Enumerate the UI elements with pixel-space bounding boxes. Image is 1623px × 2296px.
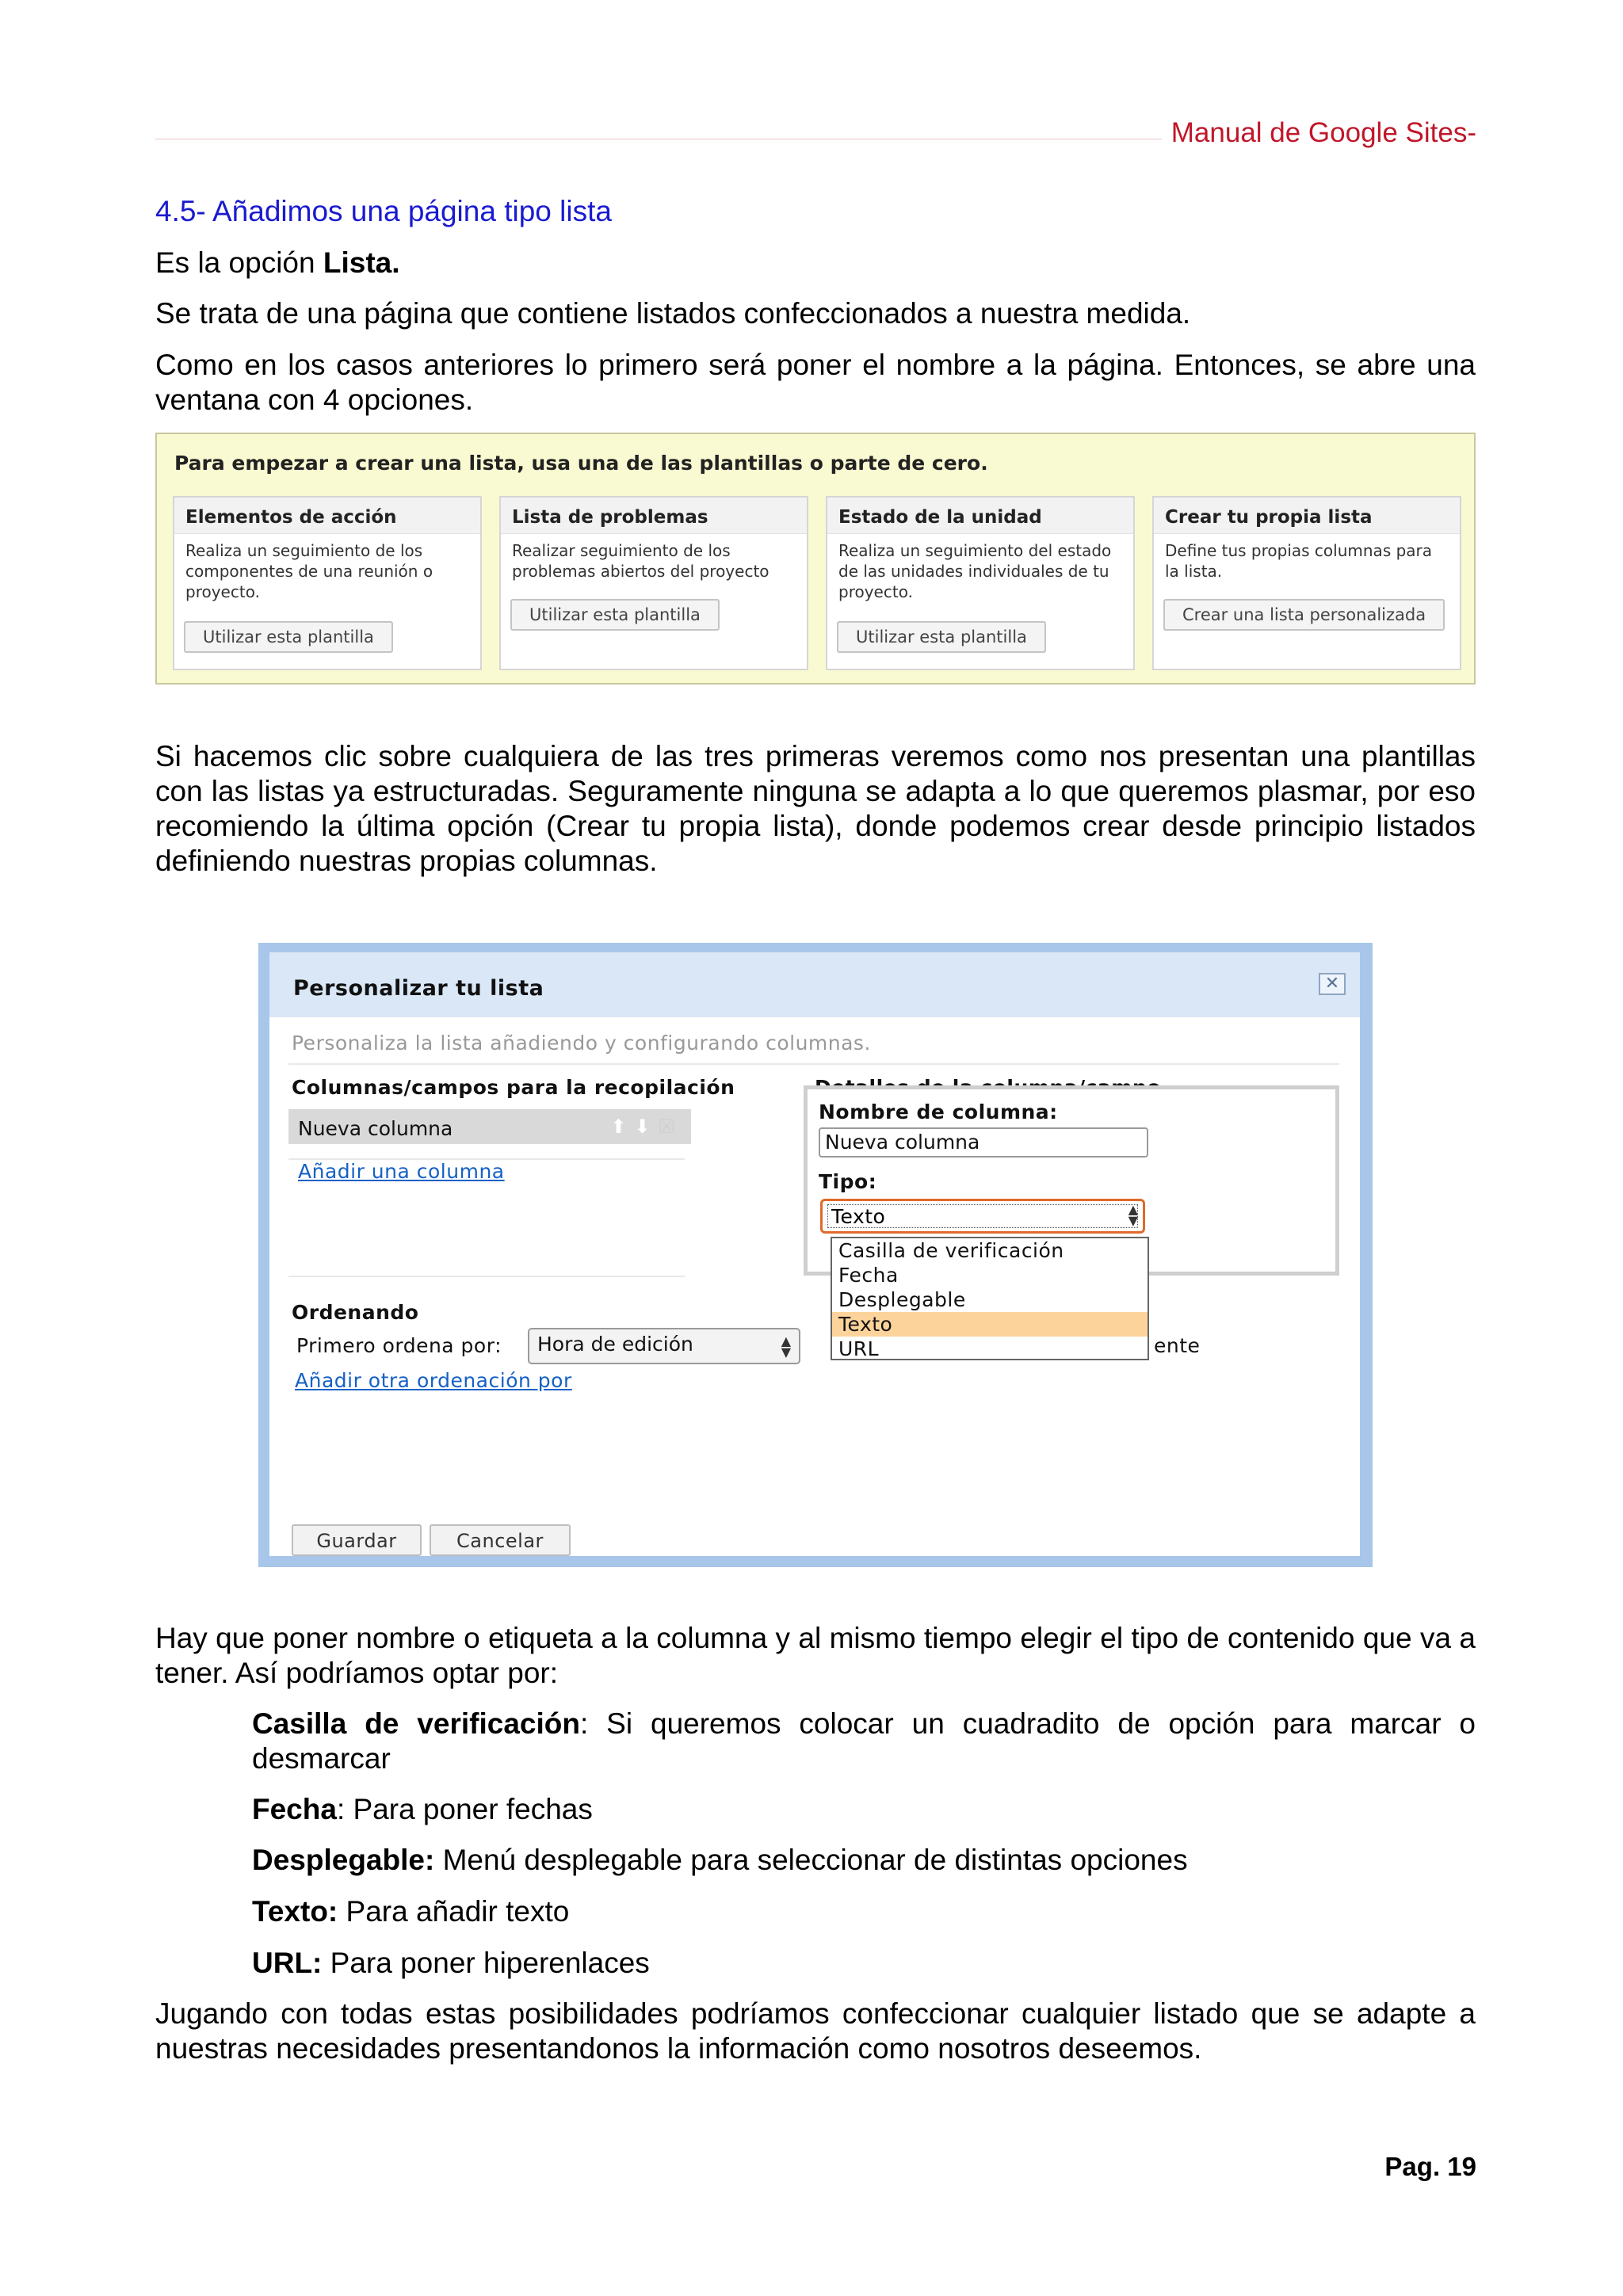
- template-card-action-items: [173, 496, 482, 670]
- type-description: Para añadir texto: [346, 1895, 570, 1928]
- paragraph-1-text: Es la opción: [155, 246, 323, 279]
- template-card-issue-list: [499, 496, 808, 670]
- use-template-button[interactable]: Utilizar esta plantilla: [184, 621, 393, 653]
- paragraph-3: Como en los casos anteriores lo primero será poner el nombre a la página. Entonces, se abre una ventana con 4 opciones.: [155, 349, 1476, 416]
- type-description: Si queremos colocar un cuadradito de opción para marcar o desmarcar: [252, 1707, 1476, 1775]
- sort-first-label: Primero ordena por:: [296, 1334, 502, 1357]
- paragraph-1-bold: Lista.: [323, 246, 400, 279]
- divider: [288, 1276, 685, 1277]
- template-card-description: Realizar seguimiento de los problemas abiertos del proyecto: [512, 541, 769, 581]
- add-column-link[interactable]: Añadir una columna: [298, 1160, 505, 1183]
- template-card-title: Estado de la unidad: [827, 498, 1133, 534]
- page-number: Pag. 19: [1384, 2152, 1476, 2181]
- paragraph-1: [155, 246, 1476, 280]
- column-name-label: Nombre de columna:: [819, 1100, 1058, 1123]
- type-label: Tipo:: [819, 1170, 877, 1193]
- type-description: Menú desplegable para seleccionar de distintas opciones: [442, 1844, 1188, 1876]
- template-picker-screenshot: [155, 433, 1476, 685]
- template-card-title: Lista de problemas: [501, 498, 807, 534]
- paragraph-6: Jugando con todas estas posibilidades podríamos confeccionar cualquier listado que se adapte a nuestras necesidades presentandonos la información como nosotros deseemos.: [155, 1997, 1476, 2065]
- close-icon[interactable]: ✕: [1319, 973, 1346, 995]
- template-picker-title: Para empezar a crear una lista, usa una de las plantillas o parte de cero.: [174, 452, 988, 475]
- type-term: URL:: [252, 1947, 323, 1979]
- paragraph-5: Hay que poner nombre o etiqueta a la columna y al mismo tiempo elegir el tipo de contenido que va a tener. Así podríamos optar por:: [155, 1622, 1476, 1689]
- type-description: Para poner hiperenlaces: [330, 1947, 650, 1979]
- template-card-custom-list: [1152, 496, 1461, 670]
- template-card-unit-status: [826, 496, 1135, 670]
- type-list-item: [252, 1946, 1476, 1981]
- sort-section-title: Ordenando: [292, 1301, 419, 1324]
- template-card-title: Elementos de acción: [174, 498, 480, 534]
- sort-first-select[interactable]: [528, 1328, 800, 1364]
- type-separator: [338, 1895, 346, 1928]
- type-option[interactable]: Desplegable: [838, 1288, 966, 1311]
- type-term: Desplegable:: [252, 1844, 435, 1876]
- dialog-header: [269, 952, 1360, 1017]
- type-list-item: [252, 1707, 1476, 1776]
- type-option[interactable]: URL: [838, 1337, 880, 1360]
- cancel-button[interactable]: Cancelar: [430, 1524, 571, 1556]
- type-separator: [434, 1844, 442, 1876]
- section-title: 4.5- Añadimos una página tipo lista: [155, 195, 612, 227]
- customize-list-dialog: [269, 952, 1360, 1556]
- type-list-item: [252, 1843, 1476, 1878]
- dialog-title: Personalizar tu lista: [293, 976, 544, 1001]
- row-actions: [610, 1116, 683, 1138]
- divider: [288, 1063, 1339, 1065]
- type-term: Fecha: [252, 1793, 337, 1825]
- save-button[interactable]: Guardar: [292, 1524, 422, 1556]
- paragraph-2: Se trata de una página que contiene listados confeccionados a nuestra medida.: [155, 297, 1191, 330]
- column-name-input[interactable]: Nueva columna: [819, 1127, 1148, 1158]
- type-select-value: Texto: [827, 1204, 1138, 1228]
- template-card-description: Realiza un seguimiento de los componentes de una reunión o proyecto.: [185, 541, 433, 601]
- type-term: Casilla de verificación: [252, 1707, 580, 1740]
- column-row-label: Nueva columna: [298, 1117, 453, 1140]
- template-card-description: Realiza un seguimiento del estado de las unidades individuales de tu proyecto.: [838, 541, 1112, 601]
- type-select[interactable]: [820, 1199, 1145, 1234]
- create-custom-list-button[interactable]: Crear una lista personalizada: [1163, 599, 1445, 631]
- sort-first-value: Hora de edición: [537, 1333, 693, 1356]
- paragraph-4: Si hacemos clic sobre cualquiera de las tres primeras veremos como nos presentan una plantillas con las listas ya estructuradas. Seguramente ninguna se adapta a lo que queremos plasmar, por eso recomiendo la última opción (Crear tu propia lista), donde podemos crear desde principio listados definiendo nuestras propias columnas.: [155, 740, 1476, 877]
- type-separator: :: [579, 1707, 607, 1740]
- type-separator: [322, 1947, 330, 1979]
- header-title: Manual de Google Sites-: [1170, 117, 1476, 148]
- type-option-selected[interactable]: Texto: [832, 1312, 1148, 1337]
- template-card-title: Crear tu propia lista: [1154, 498, 1460, 534]
- use-template-button[interactable]: Utilizar esta plantilla: [510, 599, 720, 631]
- select-arrows-icon: ▲ ▼: [1128, 1202, 1138, 1228]
- type-description: Para poner fechas: [353, 1793, 593, 1825]
- type-list-item: [252, 1792, 1476, 1827]
- customize-list-screenshot: [258, 943, 1373, 1567]
- sort-order-partial-text: ente: [1154, 1334, 1201, 1357]
- use-template-button[interactable]: Utilizar esta plantilla: [837, 621, 1046, 653]
- type-term: Texto:: [252, 1895, 338, 1928]
- type-separator: :: [336, 1793, 353, 1825]
- type-option[interactable]: Fecha: [838, 1264, 899, 1287]
- select-arrows-icon: ▲ ▼: [781, 1333, 791, 1360]
- type-list-item: [252, 1894, 1476, 1929]
- type-option[interactable]: Casilla de verificación: [838, 1239, 1064, 1262]
- template-card-description: Define tus propias columnas para la lista.: [1165, 541, 1433, 581]
- type-dropdown-list[interactable]: [831, 1237, 1149, 1360]
- column-row-selected[interactable]: [288, 1109, 691, 1144]
- columns-section-title: Columnas/campos para la recopilación: [292, 1076, 735, 1099]
- move-up-icon[interactable]: ⬆: [610, 1116, 635, 1138]
- delete-icon[interactable]: ☒: [658, 1116, 683, 1138]
- dialog-subtitle: Personaliza la lista añadiendo y configurando columnas.: [292, 1032, 871, 1055]
- add-sort-link[interactable]: Añadir otra ordenación por: [295, 1369, 572, 1392]
- move-down-icon[interactable]: ⬇: [634, 1116, 659, 1138]
